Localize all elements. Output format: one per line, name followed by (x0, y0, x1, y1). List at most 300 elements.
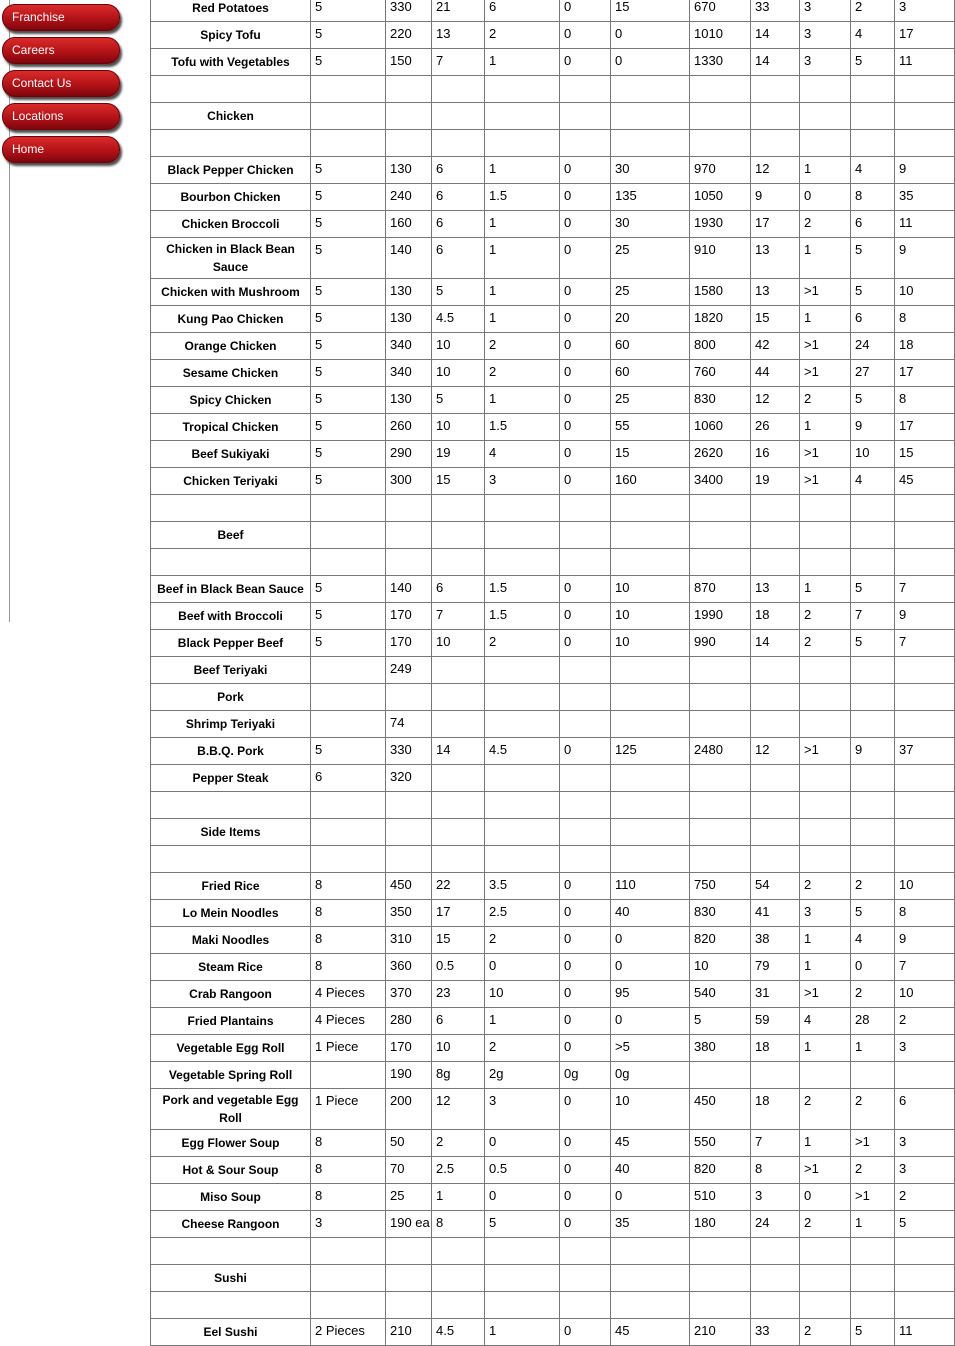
value-cell: 5 (851, 49, 895, 76)
value-cell: 4 Pieces (311, 1008, 386, 1035)
value-cell: 0 (560, 630, 611, 657)
value-cell: 2 (432, 1130, 485, 1157)
value-cell: 125 (611, 738, 690, 765)
value-cell (560, 1265, 611, 1292)
value-cell (751, 792, 800, 819)
value-cell (895, 549, 955, 576)
value-cell (311, 1292, 386, 1319)
value-cell: 5 (432, 279, 485, 306)
value-cell: 10 (611, 630, 690, 657)
value-cell: 1 (851, 1211, 895, 1238)
value-cell: >1 (800, 333, 851, 360)
value-cell (851, 549, 895, 576)
value-cell: 10 (895, 873, 955, 900)
item-row (151, 900, 955, 927)
value-cell: 4 (851, 927, 895, 954)
value-cell (560, 549, 611, 576)
value-cell: 41 (751, 900, 800, 927)
value-cell: 0 (560, 1035, 611, 1062)
value-cell: 28 (851, 1008, 895, 1035)
value-cell (800, 76, 851, 103)
value-cell (851, 522, 895, 549)
item-row (151, 157, 955, 184)
value-cell (611, 1265, 690, 1292)
value-cell: 8 (311, 1130, 386, 1157)
item-name (151, 76, 311, 103)
value-cell: 0 (560, 157, 611, 184)
value-cell: 10 (432, 630, 485, 657)
value-cell (690, 765, 751, 792)
value-cell: 4.5 (485, 738, 560, 765)
value-cell (895, 103, 955, 130)
value-cell: 970 (690, 157, 751, 184)
item-name: Chicken with Mushroom (151, 279, 311, 306)
value-cell: 40 (611, 1157, 690, 1184)
value-cell: 210 (690, 1319, 751, 1346)
value-cell (751, 1292, 800, 1319)
value-cell: >1 (851, 1130, 895, 1157)
sidebar-item-contact-us[interactable]: Contact Us (2, 70, 120, 97)
value-cell: 5 (851, 279, 895, 306)
category-label: Beef (151, 522, 311, 549)
value-cell: 180 (690, 1211, 751, 1238)
value-cell: 0g (560, 1062, 611, 1089)
value-cell (560, 76, 611, 103)
value-cell: 190 (386, 1062, 432, 1089)
value-cell (800, 103, 851, 130)
value-cell: 3 (485, 468, 560, 495)
value-cell (800, 495, 851, 522)
value-cell (800, 1062, 851, 1089)
value-cell: 5 (311, 333, 386, 360)
value-cell (432, 765, 485, 792)
value-cell: 5 (311, 441, 386, 468)
value-cell: 2 (485, 333, 560, 360)
value-cell (690, 1292, 751, 1319)
value-cell (432, 76, 485, 103)
item-row (151, 576, 955, 603)
value-cell: 19 (751, 468, 800, 495)
value-cell: 95 (611, 981, 690, 1008)
value-cell (611, 846, 690, 873)
value-cell (690, 684, 751, 711)
value-cell: 18 (751, 1089, 800, 1130)
value-cell (560, 657, 611, 684)
value-cell: 160 (611, 468, 690, 495)
value-cell: 5 (432, 387, 485, 414)
value-cell (560, 684, 611, 711)
item-name: Egg Flower Soup (151, 1130, 311, 1157)
value-cell (895, 1062, 955, 1089)
section-header-row (151, 1265, 955, 1292)
value-cell: 1 Piece (311, 1089, 386, 1130)
value-cell: 8 (895, 306, 955, 333)
value-cell (311, 549, 386, 576)
spacer-row (151, 792, 955, 819)
value-cell: 1060 (690, 414, 751, 441)
value-cell (751, 495, 800, 522)
item-row (151, 1008, 955, 1035)
value-cell: 60 (611, 360, 690, 387)
value-cell: >1 (851, 1184, 895, 1211)
value-cell: 1 (485, 49, 560, 76)
value-cell (851, 76, 895, 103)
sidebar-item-franchise[interactable]: Franchise (2, 4, 120, 31)
item-name: Chicken Broccoli (151, 211, 311, 238)
value-cell (751, 549, 800, 576)
value-cell (751, 1062, 800, 1089)
value-cell: 23 (432, 981, 485, 1008)
item-row (151, 360, 955, 387)
spacer-row (151, 549, 955, 576)
value-cell: 1990 (690, 603, 751, 630)
value-cell (432, 495, 485, 522)
value-cell: 0 (560, 1130, 611, 1157)
value-cell: 310 (386, 927, 432, 954)
value-cell: 5 (311, 603, 386, 630)
value-cell: 30 (611, 157, 690, 184)
value-cell (851, 684, 895, 711)
value-cell (611, 819, 690, 846)
value-cell: 4.5 (432, 1319, 485, 1346)
value-cell: 10 (432, 360, 485, 387)
value-cell: 5 (311, 360, 386, 387)
nutrition-table (150, 0, 955, 1346)
value-cell (895, 765, 955, 792)
value-cell (386, 130, 432, 157)
value-cell: 0 (611, 1184, 690, 1211)
item-row (151, 333, 955, 360)
value-cell (851, 103, 895, 130)
value-cell: 1 (800, 306, 851, 333)
value-cell (611, 684, 690, 711)
value-cell (485, 495, 560, 522)
value-cell: 45 (895, 468, 955, 495)
value-cell (690, 495, 751, 522)
value-cell: 280 (386, 1008, 432, 1035)
value-cell: 1 Piece (311, 1035, 386, 1062)
value-cell: 350 (386, 900, 432, 927)
value-cell: 25 (611, 238, 690, 279)
item-name (151, 1292, 311, 1319)
value-cell (432, 684, 485, 711)
value-cell: 910 (690, 238, 751, 279)
value-cell (311, 1062, 386, 1089)
value-cell: 140 (386, 238, 432, 279)
value-cell: 5 (311, 468, 386, 495)
item-row (151, 1184, 955, 1211)
spacer-row (151, 846, 955, 873)
value-cell (560, 1238, 611, 1265)
value-cell (895, 792, 955, 819)
value-cell: 340 (386, 333, 432, 360)
value-cell: 24 (851, 333, 895, 360)
item-row (151, 711, 955, 738)
value-cell: 0 (560, 1319, 611, 1346)
value-cell: 16 (751, 441, 800, 468)
value-cell: 160 (386, 211, 432, 238)
value-cell: 2 (851, 873, 895, 900)
value-cell (485, 76, 560, 103)
value-cell: 170 (386, 603, 432, 630)
nutrition-table-container (150, 0, 955, 1346)
value-cell: 2.5 (485, 900, 560, 927)
value-cell (751, 684, 800, 711)
value-cell (611, 522, 690, 549)
value-cell: 0 (560, 1211, 611, 1238)
value-cell: 2 (800, 873, 851, 900)
value-cell: 0 (611, 49, 690, 76)
spacer-row (151, 495, 955, 522)
value-cell: 9 (851, 738, 895, 765)
value-cell (851, 765, 895, 792)
value-cell: 7 (895, 954, 955, 981)
value-cell: 18 (895, 333, 955, 360)
value-cell (560, 846, 611, 873)
value-cell (690, 549, 751, 576)
value-cell: 2 Pieces (311, 1319, 386, 1346)
value-cell: 750 (690, 873, 751, 900)
value-cell: 130 (386, 279, 432, 306)
sidebar-item-locations[interactable]: Locations (2, 103, 120, 130)
value-cell: 38 (751, 927, 800, 954)
item-name: Beef in Black Bean Sauce (151, 576, 311, 603)
value-cell: 10 (432, 333, 485, 360)
value-cell: 10 (895, 279, 955, 306)
value-cell: 1 (485, 211, 560, 238)
value-cell: 3 (800, 0, 851, 22)
value-cell (485, 792, 560, 819)
value-cell: 820 (690, 1157, 751, 1184)
value-cell: 5 (311, 414, 386, 441)
value-cell (432, 657, 485, 684)
value-cell: 6 (311, 765, 386, 792)
value-cell: 0 (611, 1008, 690, 1035)
value-cell (386, 1292, 432, 1319)
spacer-row (151, 1292, 955, 1319)
value-cell (690, 76, 751, 103)
item-row (151, 211, 955, 238)
value-cell: 0 (800, 1184, 851, 1211)
value-cell: 3 (895, 1035, 955, 1062)
value-cell: 0.5 (432, 954, 485, 981)
value-cell: 330 (386, 738, 432, 765)
value-cell: 0 (560, 738, 611, 765)
value-cell (851, 1265, 895, 1292)
value-cell (432, 103, 485, 130)
value-cell (751, 711, 800, 738)
value-cell: 13 (751, 279, 800, 306)
value-cell: 10 (485, 981, 560, 1008)
item-row (151, 981, 955, 1008)
value-cell: 9 (895, 927, 955, 954)
value-cell: 170 (386, 1035, 432, 1062)
value-cell: 0 (560, 1157, 611, 1184)
value-cell: 1 (800, 576, 851, 603)
value-cell: 7 (895, 630, 955, 657)
value-cell (611, 1238, 690, 1265)
item-name: Maki Noodles (151, 927, 311, 954)
value-cell (560, 130, 611, 157)
value-cell: 2 (800, 1089, 851, 1130)
value-cell: 5 (311, 306, 386, 333)
value-cell: 5 (851, 900, 895, 927)
value-cell: 0 (560, 414, 611, 441)
value-cell (560, 765, 611, 792)
value-cell: 54 (751, 873, 800, 900)
value-cell: 13 (432, 22, 485, 49)
value-cell: 1 (800, 954, 851, 981)
item-name: Black Pepper Beef (151, 630, 311, 657)
value-cell: >1 (800, 468, 851, 495)
value-cell: 25 (611, 279, 690, 306)
nutrition-table-body (151, 0, 955, 1346)
item-name: Vegetable Spring Roll (151, 1062, 311, 1089)
value-cell (485, 765, 560, 792)
value-cell: 60 (611, 333, 690, 360)
value-cell (611, 765, 690, 792)
value-cell: 6 (432, 211, 485, 238)
value-cell (895, 1265, 955, 1292)
value-cell: 1580 (690, 279, 751, 306)
value-cell (432, 711, 485, 738)
value-cell: 8g (432, 1062, 485, 1089)
value-cell: >1 (800, 360, 851, 387)
value-cell (311, 495, 386, 522)
spacer-row (151, 1238, 955, 1265)
value-cell: 7 (751, 1130, 800, 1157)
item-row (151, 1211, 955, 1238)
value-cell (690, 711, 751, 738)
item-name: Black Pepper Chicken (151, 157, 311, 184)
value-cell (386, 819, 432, 846)
value-cell (432, 1238, 485, 1265)
value-cell: 5 (851, 576, 895, 603)
value-cell (560, 495, 611, 522)
value-cell (690, 1265, 751, 1292)
value-cell: 1 (851, 1035, 895, 1062)
value-cell (800, 1292, 851, 1319)
item-row (151, 414, 955, 441)
value-cell (485, 684, 560, 711)
value-cell (895, 1238, 955, 1265)
value-cell (751, 765, 800, 792)
value-cell: 0 (485, 1130, 560, 1157)
item-row (151, 0, 955, 22)
value-cell: 6 (432, 238, 485, 279)
sidebar-item-careers[interactable]: Careers (2, 37, 120, 64)
value-cell: 20 (611, 306, 690, 333)
value-cell: 5 (311, 738, 386, 765)
value-cell (851, 130, 895, 157)
value-cell: 1 (485, 279, 560, 306)
value-cell: 4 Pieces (311, 981, 386, 1008)
item-row (151, 184, 955, 211)
value-cell (432, 1292, 485, 1319)
value-cell: 1 (800, 157, 851, 184)
item-row (151, 22, 955, 49)
value-cell: 820 (690, 927, 751, 954)
value-cell: 4 (851, 468, 895, 495)
value-cell (485, 819, 560, 846)
value-cell: 200 (386, 1089, 432, 1130)
value-cell (895, 846, 955, 873)
sidebar-item-home[interactable]: Home (2, 136, 120, 163)
value-cell: 5 (851, 1319, 895, 1346)
value-cell: 17 (895, 360, 955, 387)
value-cell: 0 (560, 279, 611, 306)
value-cell (751, 1265, 800, 1292)
value-cell: 1 (485, 1008, 560, 1035)
value-cell: 110 (611, 873, 690, 900)
item-row (151, 657, 955, 684)
value-cell: 190 ea (386, 1211, 432, 1238)
value-cell (611, 549, 690, 576)
value-cell: 5 (311, 49, 386, 76)
value-cell: 2480 (690, 738, 751, 765)
value-cell: 2 (485, 22, 560, 49)
item-row (151, 1157, 955, 1184)
value-cell: 670 (690, 0, 751, 22)
value-cell: 240 (386, 184, 432, 211)
value-cell (311, 684, 386, 711)
value-cell (560, 819, 611, 846)
item-row (151, 1089, 955, 1130)
value-cell: 7 (895, 576, 955, 603)
value-cell (311, 792, 386, 819)
value-cell: 870 (690, 576, 751, 603)
value-cell: 760 (690, 360, 751, 387)
item-name: Fried Rice (151, 873, 311, 900)
value-cell (311, 522, 386, 549)
value-cell (690, 103, 751, 130)
item-name: B.B.Q. Pork (151, 738, 311, 765)
value-cell: 2 (851, 1089, 895, 1130)
value-cell: 7 (851, 603, 895, 630)
value-cell (690, 657, 751, 684)
value-cell: 3 (485, 1089, 560, 1130)
value-cell (485, 1238, 560, 1265)
value-cell: 2 (800, 1211, 851, 1238)
value-cell (800, 1238, 851, 1265)
value-cell: 2 (851, 1157, 895, 1184)
value-cell: 15 (611, 0, 690, 22)
value-cell (560, 522, 611, 549)
value-cell: >1 (800, 1157, 851, 1184)
value-cell: 0g (611, 1062, 690, 1089)
value-cell: 3.5 (485, 873, 560, 900)
value-cell: 3400 (690, 468, 751, 495)
value-cell (800, 522, 851, 549)
value-cell (311, 1238, 386, 1265)
item-row (151, 954, 955, 981)
item-row (151, 49, 955, 76)
value-cell (311, 819, 386, 846)
value-cell: 5 (311, 576, 386, 603)
category-label: Pork (151, 684, 311, 711)
value-cell: >1 (800, 738, 851, 765)
value-cell: 450 (690, 1089, 751, 1130)
value-cell: 1 (800, 1035, 851, 1062)
value-cell: 0 (560, 954, 611, 981)
value-cell (311, 130, 386, 157)
value-cell: 8 (432, 1211, 485, 1238)
value-cell: 0 (560, 873, 611, 900)
value-cell (485, 130, 560, 157)
value-cell: 10 (611, 576, 690, 603)
value-cell: 1.5 (485, 184, 560, 211)
value-cell (800, 549, 851, 576)
